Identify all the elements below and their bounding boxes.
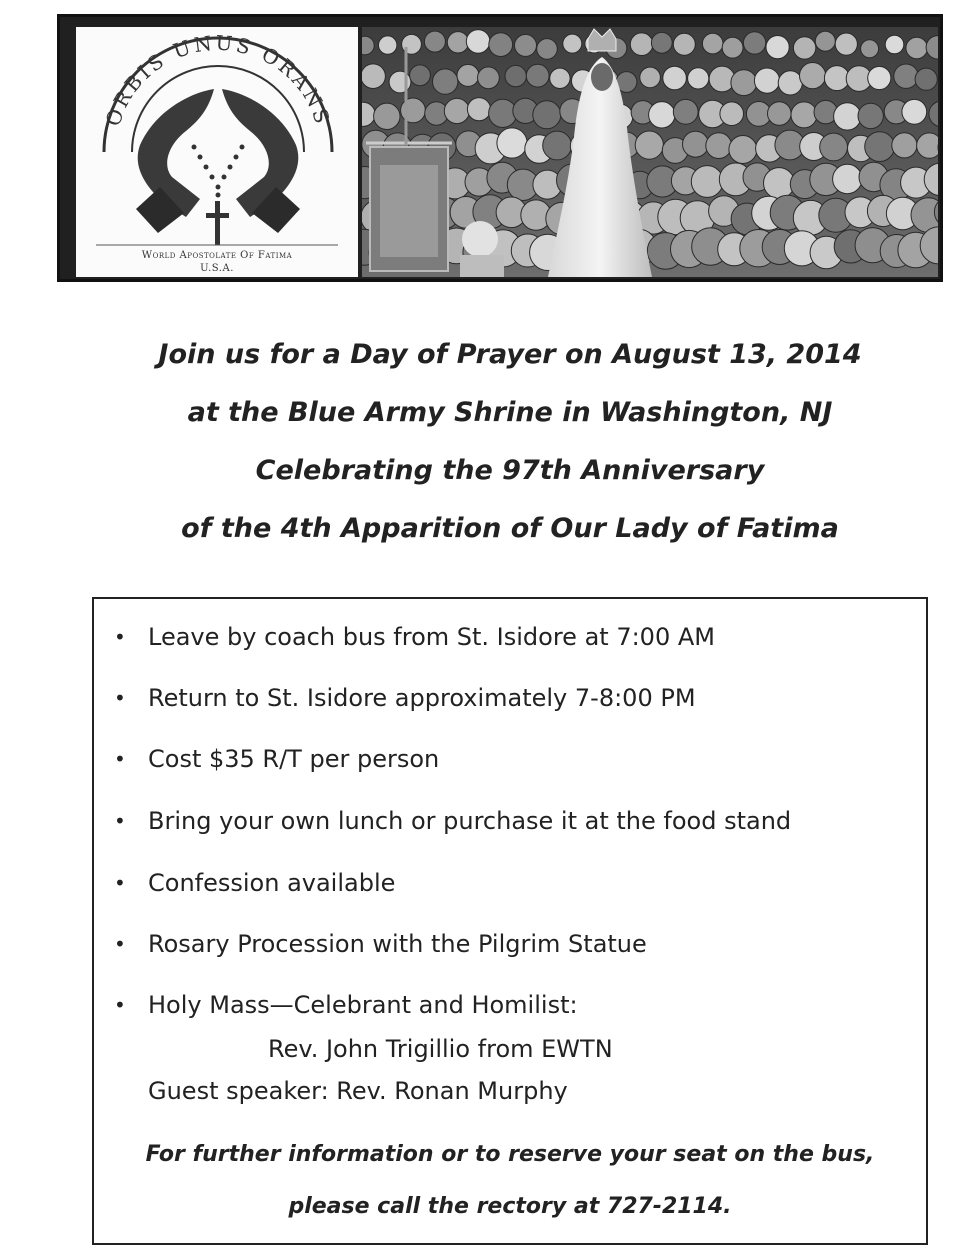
event-headline xyxy=(100,326,920,558)
bullet-icon: • xyxy=(114,871,126,895)
list-item-cost xyxy=(94,739,924,779)
bullet-icon: • xyxy=(114,993,126,1017)
bullet-icon: • xyxy=(114,747,126,771)
logo-caption-country: U.S.A. xyxy=(200,263,234,274)
list-item-departure xyxy=(94,617,924,657)
list-item-rosary xyxy=(94,924,924,964)
pilgrim-crowd-image xyxy=(362,27,938,277)
list-item-text: Bring your own lunch or purchase it at the food stand xyxy=(148,807,792,835)
logo-ring-text: ORBIS UNUS ORANS xyxy=(100,30,336,130)
bullet-icon: • xyxy=(114,809,126,833)
list-item-return xyxy=(94,678,924,718)
contact-line-2: please call the rectory at 727-2114. xyxy=(288,1194,732,1219)
celebrant-name: Rev. John Trigillio from EWTN xyxy=(268,1035,613,1063)
svg-text:ORBIS UNUS ORANS xyxy=(101,31,336,129)
trip-details-box xyxy=(92,597,928,1245)
banner xyxy=(57,14,943,282)
headline-line-apparition: of the 4th Apparition of Our Lady of Fatima xyxy=(181,513,839,544)
list-item-text: Return to St. Isidore approximately 7-8:00 PM xyxy=(148,684,696,712)
bullet-icon: • xyxy=(114,686,126,710)
list-item-text: Leave by coach bus from St. Isidore at 7:00 AM xyxy=(148,623,715,651)
list-item-holy-mass xyxy=(94,985,924,1025)
list-item-text: Holy Mass—Celebrant and Homilist: xyxy=(148,991,578,1019)
list-item-text: Cost $35 R/T per person xyxy=(148,745,440,773)
contact-line-1: For further information or to reserve your seat on the bus, xyxy=(145,1142,875,1167)
crowd-photo xyxy=(362,27,938,277)
praying-hands-rosary-icon xyxy=(76,27,358,277)
logo-caption-org: World Apostolate Of Fatima xyxy=(141,250,293,261)
bullet-icon: • xyxy=(114,625,126,649)
wao-logo xyxy=(76,27,358,277)
headline-line-date: Join us for a Day of Prayer on August 13, 2014 xyxy=(158,339,862,370)
logo-caption xyxy=(76,249,358,275)
headline-line-location: at the Blue Army Shrine in Washington, NJ xyxy=(187,397,833,428)
list-item-text: Rosary Procession with the Pilgrim Statue xyxy=(148,930,647,958)
headline-line-anniversary: Celebrating the 97th Anniversary xyxy=(255,455,765,486)
list-item-lunch xyxy=(94,801,924,841)
bullet-icon: • xyxy=(114,932,126,956)
guest-speaker: Guest speaker: Rev. Ronan Murphy xyxy=(148,1077,568,1105)
list-item-text: Confession available xyxy=(148,869,396,897)
contact-info xyxy=(94,1129,926,1233)
list-item-confession xyxy=(94,863,924,903)
